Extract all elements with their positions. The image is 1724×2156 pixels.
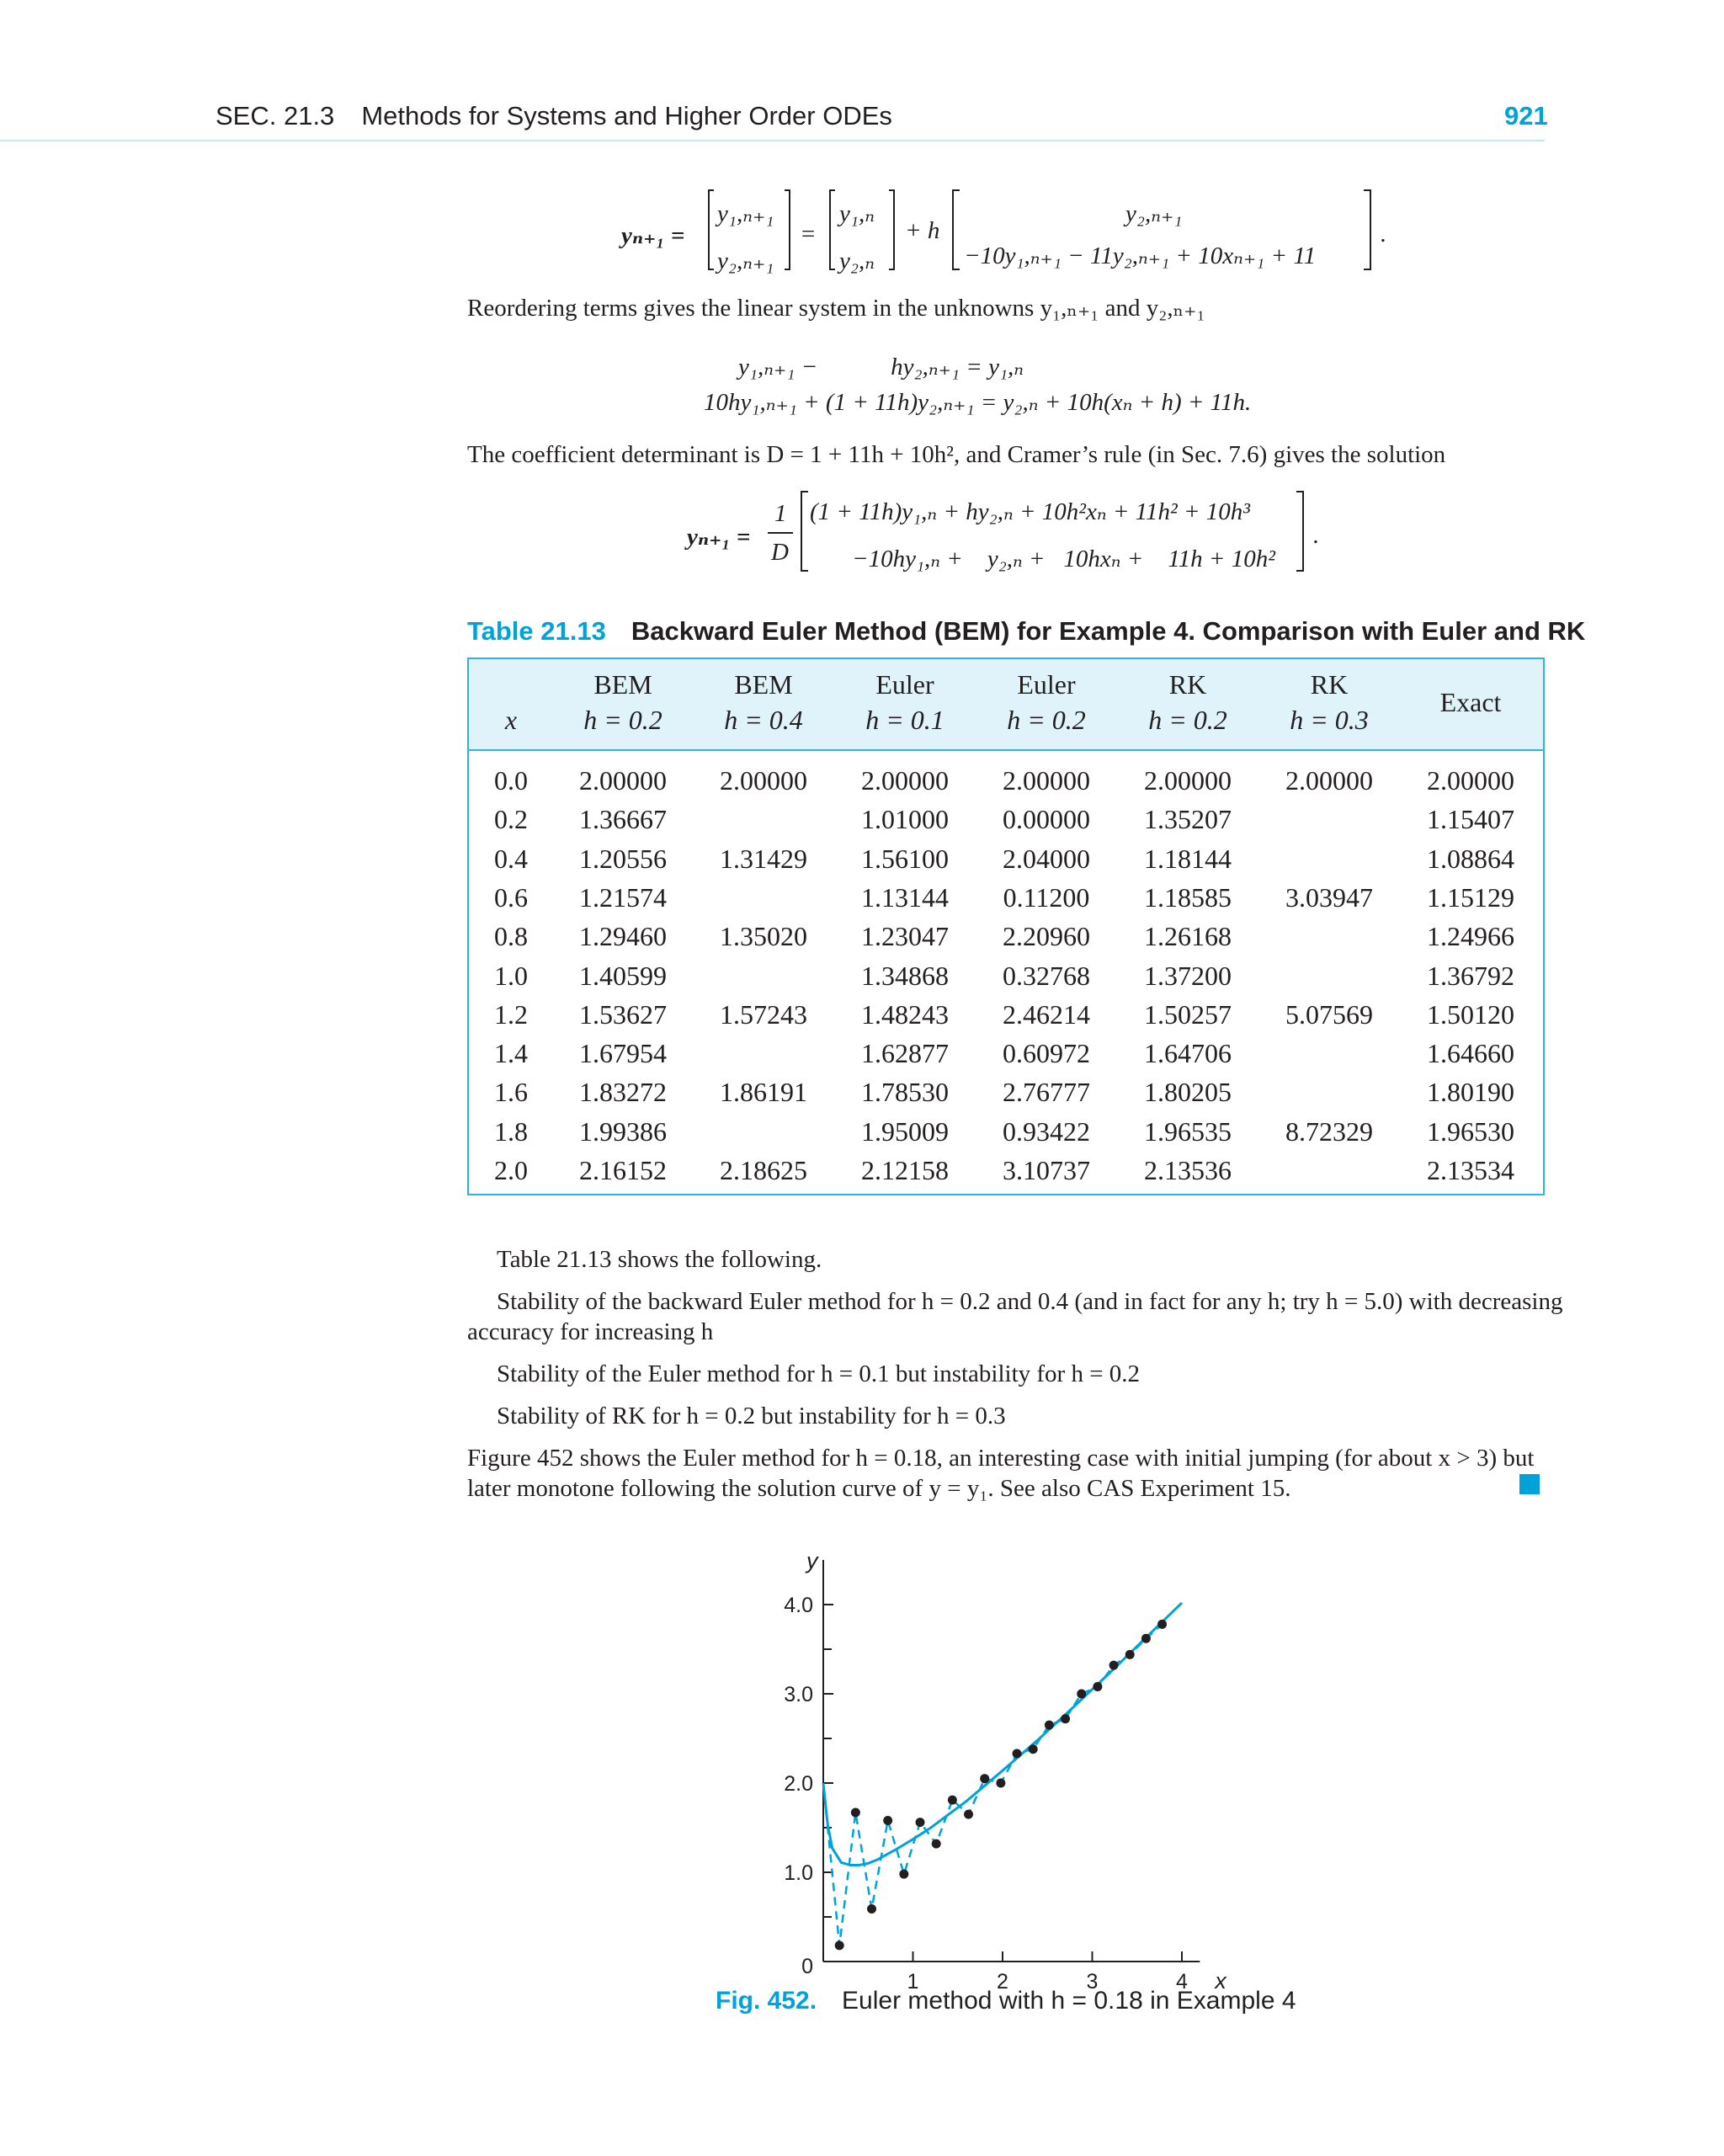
table-cell: 2.16152 (579, 1155, 667, 1185)
header-cell: h = 0.4 (724, 705, 803, 735)
row-x-value: 1.6 (494, 1077, 528, 1108)
euler-point (883, 1816, 892, 1825)
table-cell: 2.20960 (1003, 921, 1090, 952)
table-cell: 1.18585 (1144, 881, 1232, 913)
table-cell: 1.21574 (579, 881, 667, 913)
table-cell: 2.46214 (1003, 998, 1090, 1030)
table-cell: 3.03947 (1285, 881, 1373, 913)
table-cell: 2.00000 (861, 765, 949, 796)
comparison-table (467, 657, 1545, 1195)
y-tick-label: 2.0 (784, 1772, 813, 1796)
table-cell: 2.00000 (1427, 765, 1514, 796)
end-of-example-mark (1519, 1474, 1540, 1494)
euler-figure (758, 1532, 1263, 1994)
eq1-b-top: y₁,ₙ (839, 200, 875, 227)
running-header (216, 101, 892, 131)
y-axis-label: y (806, 1548, 818, 1573)
y-tick-label: 4.0 (784, 1594, 813, 1617)
x-tick-label: 3 (1086, 1970, 1099, 1994)
table-cell: 1.18144 (1144, 843, 1232, 874)
euler-point (851, 1807, 860, 1817)
discussion-item-3: Stability of RK for h = 0.2 but instability for h = 0.3 (497, 1403, 1006, 1429)
table-cell: 1.57243 (720, 998, 807, 1030)
row-x-value: 1.8 (494, 1115, 528, 1147)
discussion-item-1-cont: accuracy for increasing h (467, 1318, 714, 1345)
row-x-value: 0.6 (494, 881, 528, 913)
y-tick-label: 1.0 (784, 1861, 813, 1885)
paragraph-reordering: Reordering terms gives the linear system in the unknowns y₁,ₙ₊₁ and y₂,ₙ₊₁ (467, 295, 1205, 322)
header-rule (0, 140, 1545, 141)
table-cell: 1.13144 (861, 881, 949, 913)
table-cell: 1.62877 (861, 1038, 949, 1069)
table-cell: 2.00000 (1003, 765, 1090, 796)
table-cell: 1.23047 (861, 921, 949, 952)
row-x-value: 1.4 (494, 1038, 528, 1069)
x-tick-label: 2 (997, 1970, 1008, 1994)
table-cell: 1.35020 (720, 921, 807, 952)
euler-point (899, 1870, 908, 1879)
header-cell: BEM (593, 669, 652, 700)
figure-reference-1: Figure 452 shows the Euler method for h = 0.18, an interesting case with initial jumping (for about x > 3) but (467, 1445, 1535, 1472)
table-cell: 3.10737 (1003, 1155, 1090, 1185)
discussion-item-2: Stability of the Euler method for h = 0.1 but instability for h = 0.2 (497, 1360, 1141, 1387)
table-cell: 2.76777 (1003, 1077, 1090, 1108)
table-cell: 5.07569 (1285, 998, 1373, 1030)
figure-reference-2: later monotone following the solution curve of y = y₁. See also CAS Experiment 15. (467, 1475, 1291, 1502)
euler-point (1141, 1634, 1151, 1643)
x-tick-label: 1 (907, 1970, 919, 1994)
euler-point (932, 1839, 941, 1849)
table-title: Backward Euler Method (BEM) for Example 4. Comparison with Euler and RK (631, 616, 1586, 646)
table-cell: 1.83272 (579, 1077, 667, 1108)
euler-point (1109, 1661, 1119, 1670)
table-cell: 1.34868 (861, 960, 949, 991)
table-cell: 2.00000 (1285, 765, 1373, 796)
table-cell: 1.64660 (1427, 1038, 1514, 1069)
table-cell: 1.29460 (579, 921, 667, 952)
table-cell: 0.93422 (1003, 1115, 1090, 1147)
figure-caption (716, 1987, 1296, 2015)
table-cell: 1.80190 (1427, 1077, 1514, 1108)
figure-caption-text: Euler method with h = 0.18 in Example 4 (842, 1987, 1296, 2015)
table-cell: 2.04000 (1003, 843, 1090, 874)
table-cell: 1.35207 (1144, 804, 1232, 835)
euler-point (1077, 1690, 1086, 1699)
table-cell: 1.53627 (579, 998, 667, 1030)
y-tick-label: 3.0 (784, 1683, 813, 1706)
row-x-value: 1.0 (494, 960, 528, 991)
system-line-2: 10hy₁,ₙ₊₁ + (1 + 11h)y₂,ₙ₊₁ = y₂,ₙ + 10h(xₙ + h) + 11h. (704, 389, 1252, 416)
table-cell: 1.56100 (861, 843, 949, 874)
table-label: Table 21.13 (467, 616, 606, 646)
table-cell: 0.32768 (1003, 960, 1090, 991)
header-cell: Exact (1439, 687, 1502, 717)
row-x-value: 2.0 (494, 1155, 528, 1185)
row-x-value: 0.4 (494, 843, 528, 874)
header-cell: Euler (1017, 669, 1076, 700)
header-cell: RK (1310, 669, 1349, 700)
header-cell: h = 0.2 (583, 705, 662, 735)
header-cell: h = 0.2 (1007, 705, 1086, 735)
row-x-value: 0.0 (494, 765, 528, 796)
table-caption (467, 616, 1585, 647)
table-cell: 2.00000 (720, 765, 807, 796)
x-tick-label: 4 (1176, 1970, 1188, 1994)
discussion-intro: Table 21.13 shows the following. (497, 1246, 822, 1273)
eq2-frac-den: D (771, 539, 789, 566)
header-cell: RK (1168, 669, 1207, 700)
eq1-equals: = (800, 221, 817, 248)
table-cell: 2.12158 (861, 1155, 949, 1185)
table-cell: 1.36792 (1427, 960, 1514, 991)
eq2-row-1: (1 + 11h)y₁,ₙ + hy₂,ₙ + 10h²xₙ + 11h² + 10h³ (810, 498, 1250, 525)
table-cell: 1.40599 (579, 960, 667, 991)
table-cell: 1.67954 (579, 1038, 667, 1069)
header-cell: x (504, 705, 518, 735)
row-x-value: 0.8 (494, 921, 528, 952)
table-cell: 1.64706 (1144, 1038, 1232, 1069)
row-x-value: 1.2 (494, 998, 528, 1030)
header-cell: h = 0.1 (865, 705, 944, 735)
eq2-period: . (1313, 522, 1320, 549)
euler-point (1125, 1650, 1135, 1659)
table-cell: 1.24966 (1427, 921, 1514, 952)
table-cell: 1.48243 (861, 998, 949, 1030)
euler-point (1093, 1682, 1102, 1691)
euler-point (1029, 1744, 1038, 1754)
table-cell: 1.80205 (1144, 1077, 1232, 1108)
eq1-c-top: y₂,ₙ₊₁ (1125, 200, 1183, 227)
section-title: Methods for Systems and Higher Order ODEs (361, 101, 892, 130)
table-cell: 8.72329 (1285, 1115, 1373, 1147)
page-number: 921 (1504, 101, 1548, 130)
table-cell: 1.37200 (1144, 960, 1232, 991)
euler-point (835, 1940, 844, 1950)
euler-point (1013, 1749, 1022, 1759)
euler-point (948, 1796, 957, 1805)
table-cell: 0.00000 (1003, 804, 1090, 835)
figure-label: Fig. 452. (716, 1987, 817, 2015)
origin-label: 0 (801, 1955, 813, 1978)
solution-curve (823, 1603, 1182, 1866)
table-cell: 2.13534 (1427, 1155, 1514, 1185)
eq2-frac-num: 1 (774, 500, 787, 527)
table-cell: 0.60972 (1003, 1038, 1090, 1069)
euler-point (1157, 1620, 1167, 1629)
table-cell: 1.15129 (1427, 881, 1514, 913)
eq1-a-bottom: y₂,ₙ₊₁ (717, 248, 774, 274)
euler-point (916, 1818, 925, 1827)
euler-point (1045, 1721, 1054, 1730)
header-cell: Euler (875, 669, 934, 700)
row-x-value: 0.2 (494, 804, 528, 835)
eq2-row-2: −10hy₁,ₙ + y₂,ₙ + 10hxₙ + 11h + 10h² (852, 546, 1275, 572)
table-cell: 2.18625 (720, 1155, 807, 1185)
table-cell: 0.11200 (1003, 881, 1090, 913)
table-cell: 2.13536 (1144, 1155, 1232, 1185)
table-cell: 1.15407 (1427, 804, 1514, 835)
euler-point (964, 1810, 973, 1819)
euler-point (996, 1779, 1005, 1788)
eq1-lhs: yₙ₊₁ = (621, 222, 685, 249)
table-cell: 1.08864 (1427, 843, 1514, 874)
eq1-period: . (1381, 221, 1387, 248)
table-cell: 1.95009 (861, 1115, 949, 1147)
paragraph-determinant: The coefficient determinant is D = 1 + 11h + 10h², and Cramer’s rule (in Sec. 7.6) gives the solution (467, 441, 1446, 468)
header-cell: h = 0.2 (1148, 705, 1227, 735)
eq1-plus-h: + h (905, 217, 940, 244)
table-cell: 2.00000 (579, 765, 667, 796)
header-cell: BEM (734, 669, 793, 700)
table-cell: 1.78530 (861, 1077, 949, 1108)
euler-point (980, 1774, 989, 1783)
eq2-frac-bar (768, 532, 793, 534)
table-cell: 1.01000 (861, 804, 949, 835)
table-cell: 1.50257 (1144, 998, 1232, 1030)
section-number: SEC. 21.3 (216, 101, 335, 130)
euler-point (867, 1904, 876, 1914)
eq2-lhs: yₙ₊₁ = (687, 524, 751, 551)
x-axis-label: x (1215, 1968, 1226, 1994)
table-cell: 2.00000 (1144, 765, 1232, 796)
table-cell: 1.96535 (1144, 1115, 1232, 1147)
table-cell: 1.26168 (1144, 921, 1232, 952)
euler-point (1061, 1714, 1070, 1723)
eq1-a-top: y₁,ₙ₊₁ (717, 200, 774, 227)
table-cell: 1.86191 (720, 1077, 807, 1108)
table-cell: 1.96530 (1427, 1115, 1514, 1147)
table-cell: 1.31429 (720, 843, 807, 874)
system-line-1: y₁,ₙ₊₁ − hy₂,ₙ₊₁ = y₁,ₙ (738, 354, 1024, 381)
table-cell: 1.20556 (579, 843, 667, 874)
eq1-c-bottom: −10y₁,ₙ₊₁ − 11y₂,ₙ₊₁ + 10xₙ₊₁ + 11 (964, 242, 1317, 269)
discussion-item-1: Stability of the backward Euler method for h = 0.2 and 0.4 (and in fact for any h; try h = 5.0) with decreasing (497, 1288, 1563, 1315)
table-cell: 1.50120 (1427, 998, 1514, 1030)
table-cell: 1.99386 (579, 1115, 667, 1147)
eq1-b-bottom: y₂,ₙ (839, 248, 875, 274)
table-cell: 1.36667 (579, 804, 667, 835)
header-cell: h = 0.3 (1290, 705, 1369, 735)
